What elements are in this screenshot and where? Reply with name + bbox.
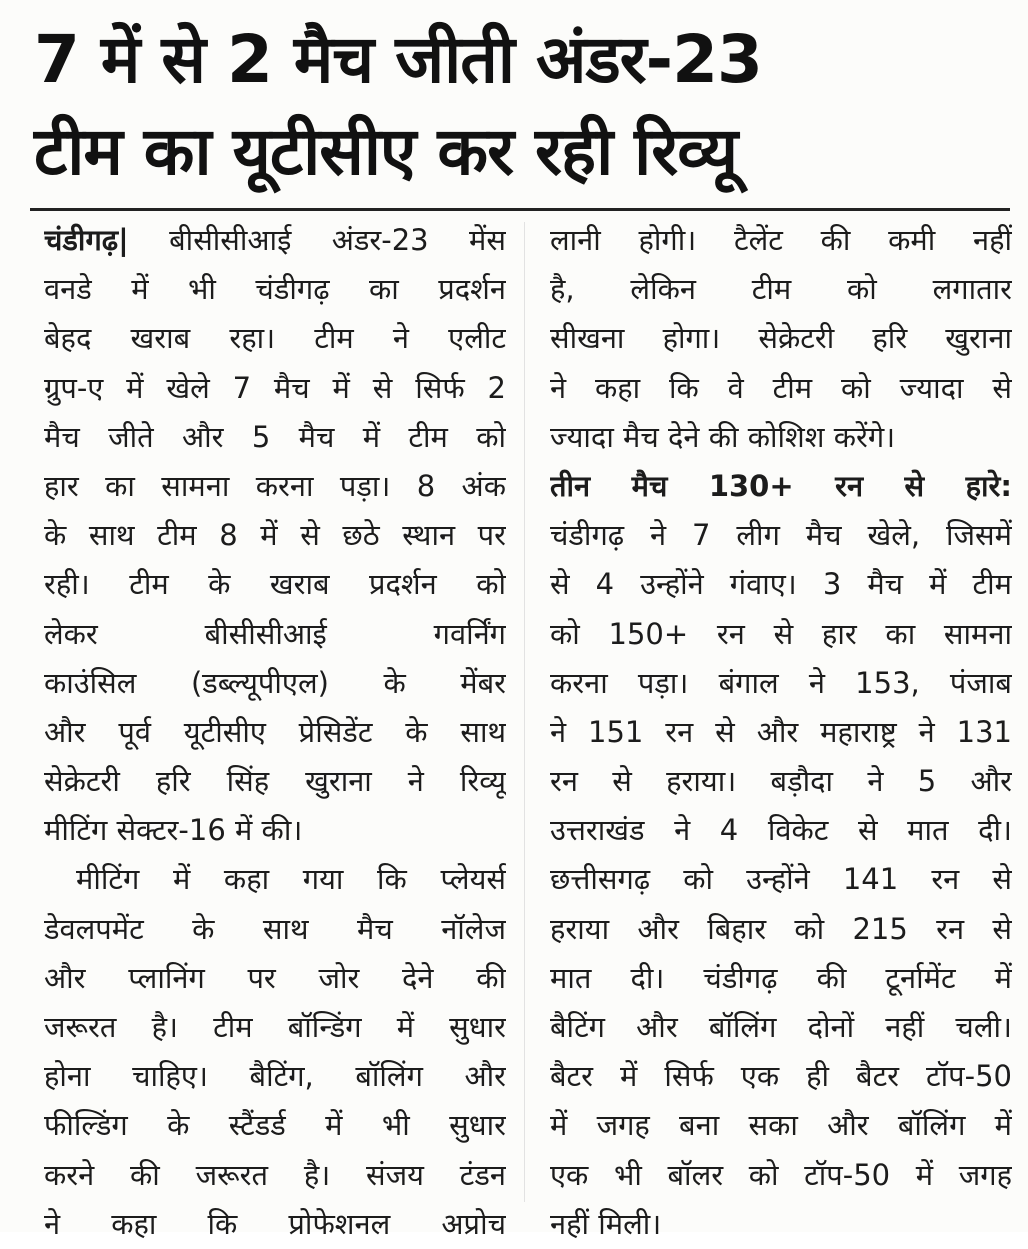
headline [34,14,1004,198]
article-line: एक भी बॉलर को टॉप-50 में जगह [550,1157,1012,1192]
article-line: हराया और बिहार को 215 रन से [550,911,1012,946]
article-line: मैच जीते और 5 मैच में टीम को [44,419,506,454]
article-line: और प्लानिंग पर जोर देने की [44,960,506,995]
article-line: के साथ टीम 8 में से छठे स्थान पर [44,518,506,553]
article-line: में जगह बना सका और बॉलिंग में [550,1108,1012,1143]
article-line: ज्यादा मैच देने की कोशिश करेंगे। [550,419,896,454]
article-line: ने कहा कि प्रोफेशनल अप्रोच [44,1206,506,1241]
article-line: लानी होगी। टैलेंट की कमी नहीं [550,223,1012,257]
article-line: छत्तीसगढ़ को उन्होंने 141 रन से [550,862,1012,897]
article-line: रन से हराया। बड़ौदा ने 5 और [550,764,1012,799]
article-line: ग्रुप-ए में खेले 7 मैच में से सिर्फ 2 [44,370,506,405]
article-line: करने की जरूरत है। संजय टंडन [44,1157,506,1192]
article-line: है, लेकिन टीम को लगातार [550,272,1012,307]
article-line: सेक्रेटरी हरि सिंह खुराना ने रिव्यू [44,764,506,799]
article-line: रही। टीम के खराब प्रदर्शन को [44,567,506,602]
dateline: चंडीगढ़| [44,223,129,257]
article-line: को 150+ रन से हार का सामना [550,616,1012,651]
article-line: करना पड़ा। बंगाल ने 153, पंजाब [550,665,1012,700]
article-line: लेकर बीसीसीआई गवर्निंग [44,616,506,651]
article-line: नहीं मिली। [550,1206,662,1241]
article-column-right [550,216,1012,1249]
article-line: उत्तराखंड ने 4 विकेट से मात दी। [550,813,1012,848]
headline-rule [30,208,1010,211]
article-line: बैटर में सिर्फ एक ही बैटर टॉप-50 [550,1059,1012,1094]
headline-line-2: टीम का यूटीसीए कर रही रिव्यू [34,113,738,190]
article-line: हार का सामना करना पड़ा। 8 अंक [44,468,506,503]
article-line: चंडीगढ़ ने 7 लीग मैच खेले, जिसमें [550,518,1012,553]
article-line: बेहद खराब रहा। टीम ने एलीट [44,321,506,356]
article-line: मीटिंग सेक्टर-16 में की। [44,813,303,848]
article-line: वनडे में भी चंडीगढ़ का प्रदर्शन [44,272,506,307]
article-line: मीटिंग में कहा गया कि प्लेयर्स [76,862,506,897]
article-line: ने 151 रन से और महाराष्ट्र ने 131 [550,714,1012,749]
column-divider [524,222,525,1202]
article-line: फील्डिंग के स्टैंडर्ड में भी सुधार [44,1108,506,1143]
article-line: सीखना होगा। सेक्रेटरी हरि खुराना [550,321,1012,356]
headline-line-1: 7 में से 2 मैच जीती अंडर-23 [34,21,762,98]
article-line: जरूरत है। टीम बॉन्डिंग में सुधार [44,1010,506,1044]
article-line: और पूर्व यूटीसीए प्रेसिडेंट के साथ [44,714,506,749]
article-subhead: तीन मैच 130+ रन से हारे: [550,468,1012,503]
article-column-left [44,216,506,1249]
article-line: होना चाहिए। बैटिंग, बॉलिंग और [44,1059,506,1094]
article-line: डेवलपमेंट के साथ मैच नॉलेज [44,911,506,946]
article-line [44,216,506,265]
article-text: बीसीसीआई अंडर-23 मेंस [169,223,506,257]
article-line: ने कहा कि वे टीम को ज्यादा से [550,370,1012,405]
article-line: काउंसिल (डब्ल्यूपीएल) के मेंबर [44,665,506,700]
article-line: बैटिंग और बॉलिंग दोनों नहीं चली। [550,1010,1012,1044]
article-line: मात दी। चंडीगढ़ की टूर्नामेंट में [550,960,1012,995]
article-line: से 4 उन्होंने गंवाए। 3 मैच में टीम [550,567,1012,602]
